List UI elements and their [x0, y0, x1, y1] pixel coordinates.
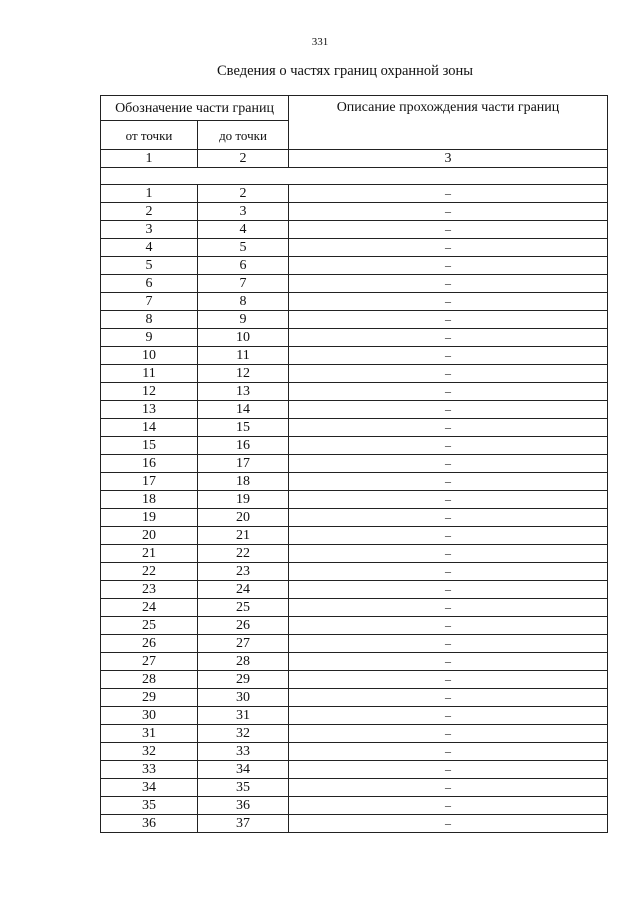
table-row — [101, 545, 608, 563]
description-cell: – — [289, 707, 608, 725]
table-row — [101, 599, 608, 617]
to-point-cell: 29 — [198, 671, 289, 689]
table-row — [101, 221, 608, 239]
from-point-cell: 4 — [101, 239, 198, 257]
description-cell: – — [289, 329, 608, 347]
table-row — [101, 779, 608, 797]
table-row — [101, 563, 608, 581]
description-cell: – — [289, 455, 608, 473]
description-cell: – — [289, 347, 608, 365]
description-cell: – — [289, 401, 608, 419]
description-cell: – — [289, 725, 608, 743]
description-cell: – — [289, 617, 608, 635]
to-point-cell: 26 — [198, 617, 289, 635]
to-point-cell: 6 — [198, 257, 289, 275]
description-cell: – — [289, 815, 608, 833]
description-cell: – — [289, 599, 608, 617]
table-row — [101, 815, 608, 833]
description-cell: – — [289, 437, 608, 455]
from-point-cell: 15 — [101, 437, 198, 455]
from-point-cell: 34 — [101, 779, 198, 797]
boundary-parts-table — [100, 95, 608, 833]
to-point-cell: 4 — [198, 221, 289, 239]
description-cell: – — [289, 383, 608, 401]
from-point-cell: 18 — [101, 491, 198, 509]
to-point-cell: 37 — [198, 815, 289, 833]
to-point-cell: 16 — [198, 437, 289, 455]
blank-separator-row — [101, 168, 608, 185]
from-point-cell: 9 — [101, 329, 198, 347]
table-row — [101, 725, 608, 743]
to-point-cell: 2 — [198, 185, 289, 203]
description-cell: – — [289, 185, 608, 203]
description-cell: – — [289, 221, 608, 239]
to-point-cell: 18 — [198, 473, 289, 491]
to-point-cell: 23 — [198, 563, 289, 581]
description-cell: – — [289, 563, 608, 581]
to-point-cell: 14 — [198, 401, 289, 419]
to-point-cell: 34 — [198, 761, 289, 779]
table-row — [101, 707, 608, 725]
table-row — [101, 743, 608, 761]
table-row — [101, 581, 608, 599]
description-cell: – — [289, 311, 608, 329]
to-point-cell: 33 — [198, 743, 289, 761]
from-point-cell: 25 — [101, 617, 198, 635]
table-row — [101, 257, 608, 275]
description-cell: – — [289, 761, 608, 779]
description-cell: – — [289, 545, 608, 563]
table-row — [101, 383, 608, 401]
to-point-cell: 17 — [198, 455, 289, 473]
description-cell: – — [289, 293, 608, 311]
to-point-cell: 5 — [198, 239, 289, 257]
to-point-cell: 11 — [198, 347, 289, 365]
table-row — [101, 491, 608, 509]
from-point-cell: 31 — [101, 725, 198, 743]
table-row — [101, 401, 608, 419]
table-row — [101, 455, 608, 473]
from-point-cell: 29 — [101, 689, 198, 707]
to-point-cell: 31 — [198, 707, 289, 725]
from-point-cell: 36 — [101, 815, 198, 833]
table-row — [101, 329, 608, 347]
to-point-cell: 19 — [198, 491, 289, 509]
table-row — [101, 509, 608, 527]
header-boundary-designation: Обозначение части границ — [101, 96, 289, 121]
from-point-cell: 20 — [101, 527, 198, 545]
to-point-cell: 32 — [198, 725, 289, 743]
to-point-cell: 3 — [198, 203, 289, 221]
to-point-cell: 12 — [198, 365, 289, 383]
from-point-cell: 12 — [101, 383, 198, 401]
from-point-cell: 19 — [101, 509, 198, 527]
table-row — [101, 311, 608, 329]
from-point-cell: 8 — [101, 311, 198, 329]
from-point-cell: 28 — [101, 671, 198, 689]
description-cell: – — [289, 527, 608, 545]
to-point-cell: 10 — [198, 329, 289, 347]
from-point-cell: 1 — [101, 185, 198, 203]
from-point-cell: 33 — [101, 761, 198, 779]
from-point-cell: 6 — [101, 275, 198, 293]
from-point-cell: 22 — [101, 563, 198, 581]
header-description: Описание прохождения части границ — [289, 96, 608, 150]
to-point-cell: 8 — [198, 293, 289, 311]
table-body — [101, 185, 608, 833]
description-cell: – — [289, 671, 608, 689]
table-row — [101, 671, 608, 689]
description-cell: – — [289, 365, 608, 383]
table-row — [101, 203, 608, 221]
table-row — [101, 239, 608, 257]
to-point-cell: 22 — [198, 545, 289, 563]
description-cell: – — [289, 653, 608, 671]
description-cell: – — [289, 491, 608, 509]
to-point-cell: 28 — [198, 653, 289, 671]
column-number: 3 — [289, 150, 608, 168]
description-cell: – — [289, 473, 608, 491]
description-cell: – — [289, 419, 608, 437]
table-row — [101, 473, 608, 491]
from-point-cell: 35 — [101, 797, 198, 815]
header-to-point: до точки — [198, 121, 289, 150]
from-point-cell: 27 — [101, 653, 198, 671]
column-number: 1 — [101, 150, 198, 168]
to-point-cell: 35 — [198, 779, 289, 797]
table-row — [101, 275, 608, 293]
from-point-cell: 14 — [101, 419, 198, 437]
table-row — [101, 653, 608, 671]
to-point-cell: 7 — [198, 275, 289, 293]
description-cell: – — [289, 239, 608, 257]
description-cell: – — [289, 509, 608, 527]
to-point-cell: 30 — [198, 689, 289, 707]
description-cell: – — [289, 743, 608, 761]
from-point-cell: 30 — [101, 707, 198, 725]
table-row — [101, 617, 608, 635]
from-point-cell: 32 — [101, 743, 198, 761]
from-point-cell: 26 — [101, 635, 198, 653]
table-row — [101, 293, 608, 311]
from-point-cell: 23 — [101, 581, 198, 599]
to-point-cell: 13 — [198, 383, 289, 401]
description-cell: – — [289, 635, 608, 653]
table-row — [101, 527, 608, 545]
column-number: 2 — [198, 150, 289, 168]
table-row — [101, 437, 608, 455]
table-row — [101, 761, 608, 779]
to-point-cell: 9 — [198, 311, 289, 329]
to-point-cell: 21 — [198, 527, 289, 545]
description-cell: – — [289, 581, 608, 599]
from-point-cell: 16 — [101, 455, 198, 473]
description-cell: – — [289, 203, 608, 221]
table-row — [101, 689, 608, 707]
from-point-cell: 5 — [101, 257, 198, 275]
description-cell: – — [289, 689, 608, 707]
to-point-cell: 36 — [198, 797, 289, 815]
from-point-cell: 13 — [101, 401, 198, 419]
from-point-cell: 17 — [101, 473, 198, 491]
header-from-point: от точки — [101, 121, 198, 150]
to-point-cell: 27 — [198, 635, 289, 653]
to-point-cell: 20 — [198, 509, 289, 527]
table-row — [101, 635, 608, 653]
table-row — [101, 185, 608, 203]
page-number: 331 — [311, 36, 329, 48]
from-point-cell: 3 — [101, 221, 198, 239]
description-cell: – — [289, 779, 608, 797]
table-row — [101, 419, 608, 437]
table-row — [101, 797, 608, 815]
from-point-cell: 2 — [101, 203, 198, 221]
to-point-cell: 25 — [198, 599, 289, 617]
table-row — [101, 347, 608, 365]
to-point-cell: 15 — [198, 419, 289, 437]
from-point-cell: 21 — [101, 545, 198, 563]
description-cell: – — [289, 275, 608, 293]
table-row — [101, 365, 608, 383]
description-cell: – — [289, 257, 608, 275]
from-point-cell: 24 — [101, 599, 198, 617]
document-title: Сведения о частях границ охранной зоны — [217, 63, 473, 79]
to-point-cell: 24 — [198, 581, 289, 599]
description-cell: – — [289, 797, 608, 815]
from-point-cell: 11 — [101, 365, 198, 383]
from-point-cell: 7 — [101, 293, 198, 311]
from-point-cell: 10 — [101, 347, 198, 365]
